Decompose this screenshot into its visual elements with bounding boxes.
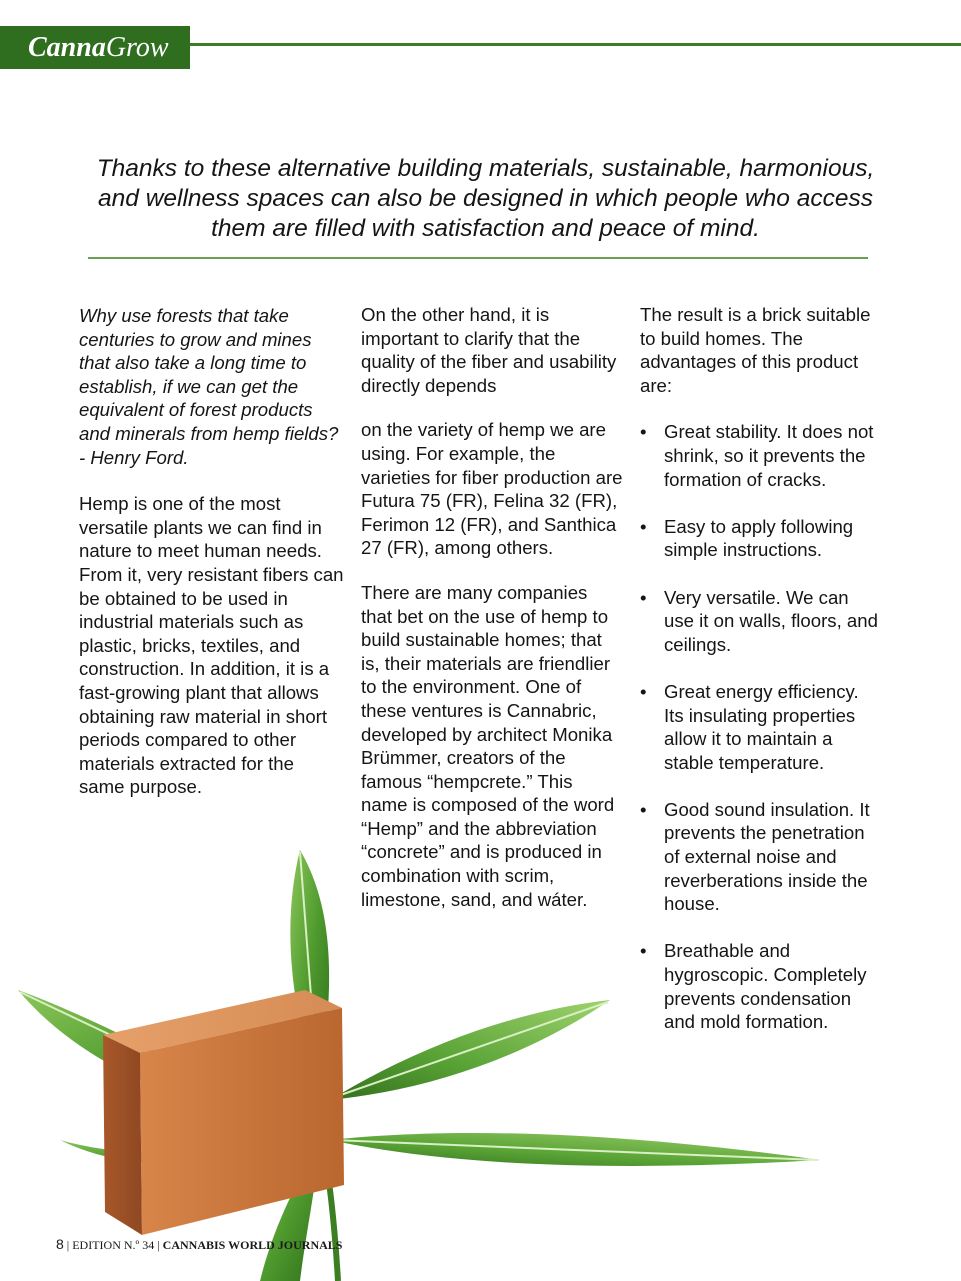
page-footer: 8 | EDITION N.º 34 | CANNABIS WORLD JOURNALS [56,1236,343,1252]
header-rule [190,43,961,46]
list-item: • Breathable and hygroscopic. Completely prevents condensation and mold formation. [640,940,867,1033]
advantages-list [640,420,880,1033]
column-2-paragraph-1: On the other hand, it is important to clarify that the quality of the fiber and usability directly depends [361,304,617,396]
page-number: 8 [56,1236,64,1252]
list-item: • Very versatile. We can use it on walls, floors, and ceilings. [640,586,878,655]
column-2-paragraph-3: There are many companies that bet on the use of hemp to build sustainable homes; that is, their materials are friendlier to the environment. One of these ventures is Cannabric, developed by architect Monika Brümmer, creators of the famous “hempcrete.” This name is composed of the word “Hemp” and the abbreviation “concrete” and is produced in combination with scrim, limestone, sand, and wáter. [361,581,615,910]
brand-bold: Canna [28,31,106,63]
column-2 [361,303,623,911]
pull-quote-rule [88,257,868,259]
henry-ford-quote: Why use forests that take centuries to grow and mines that also take a long time to establish, if we can get the equivalent of forest products and minerals from hemp fields? - Henry Ford. [79,305,339,468]
list-item: • Good sound insulation. It prevents the penetration of external noise and reverberations inside the house. [640,798,870,915]
column-3-intro: The result is a brick suitable to build homes. The advantages of this product are: [640,304,871,396]
edition-label: EDITION N.º 34 [72,1238,155,1252]
brand-tab [0,26,190,69]
pull-quote: Thanks to these alternative building materials, sustainable, harmonious, and wellness spaces can also be designed in which people who access them are filled with satisfaction and peace of mind. [96,155,875,242]
column-1-paragraph: Hemp is one of the most versatile plants we can find in nature to meet human needs. From it, very resistant fibers can be obtained to be used in industrial materials such as plastic, bricks, textiles, and construction. In addition, it is a fast-growing plant that allows obtaining raw material in short periods compared to other materials extracted for the same purpose. [79,493,344,798]
list-item: • Great stability. It does not shrink, so it prevents the formation of cracks. [640,421,874,490]
column-3 [640,303,880,1057]
column-1 [79,304,344,799]
brand-rest: Grow [105,31,169,63]
journal-name: CANNABIS WORLD JOURNALS [162,1238,343,1252]
list-item: • Easy to apply following simple instructions. [640,515,854,561]
column-2-paragraph-2: on the variety of hemp we are using. For example, the varieties for fiber production are Futura 75 (FR), Felina 32 (FR), Ferimon 12 (FR), and Santhica 27 (FR), among others. [361,419,623,559]
list-item: • Great energy efficiency. Its insulating properties allow it to maintain a stable temperature. [640,680,859,773]
